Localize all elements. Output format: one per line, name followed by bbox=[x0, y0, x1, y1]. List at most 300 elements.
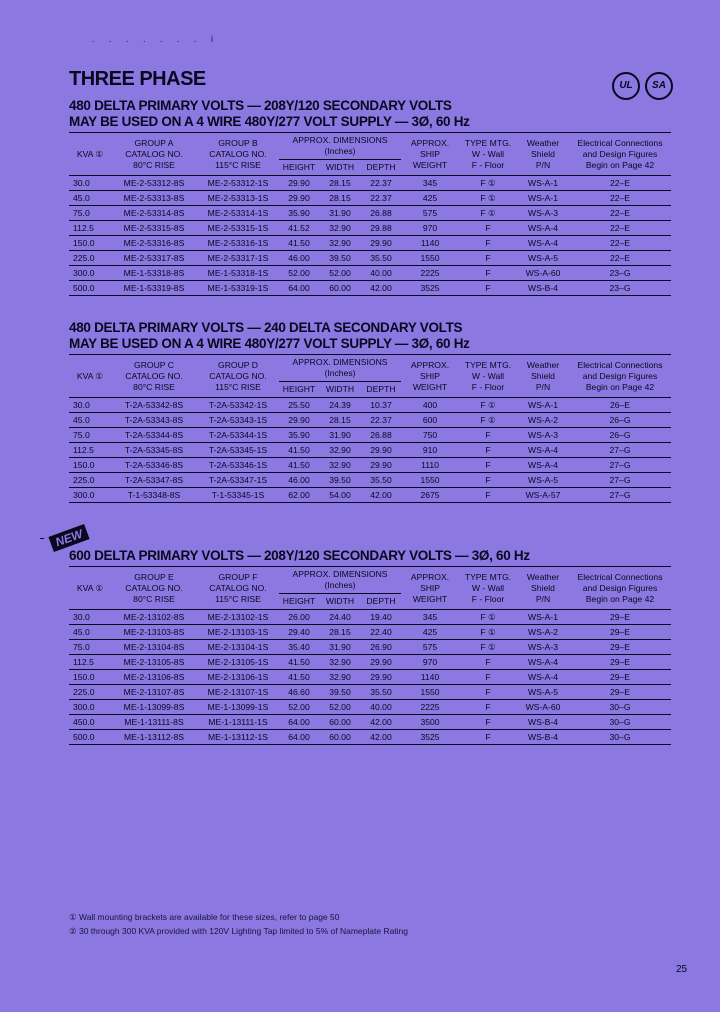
table-cell: 32.90 bbox=[319, 655, 361, 670]
table-cell: 29.90 bbox=[279, 413, 319, 428]
table-cell: WS-A-1 bbox=[517, 398, 569, 413]
table-cell: 26.00 bbox=[279, 610, 319, 625]
col-dimensions: APPROX. DIMENSIONS (Inches) bbox=[279, 355, 401, 382]
table-cell: 32.90 bbox=[319, 443, 361, 458]
table-cell: F bbox=[459, 443, 517, 458]
col-kva: KVA ① bbox=[69, 567, 111, 610]
table-cell: 31.90 bbox=[319, 640, 361, 655]
col-group-b: GROUP D CATALOG NO. 115°C RISE bbox=[197, 355, 279, 398]
col-group-b: GROUP F CATALOG NO. 115°C RISE bbox=[197, 567, 279, 610]
col-ship-weight: APPROX. SHIP WEIGHT bbox=[401, 133, 459, 176]
col-weather-shield: Weather Shield P/N bbox=[517, 355, 569, 398]
col-mount-type: TYPE MTG. W - Wall F - Floor bbox=[459, 133, 517, 176]
spec-table bbox=[69, 354, 671, 503]
table-cell: WS-B-4 bbox=[517, 730, 569, 745]
table-cell: T-2A-53347-8S bbox=[111, 473, 197, 488]
table-cell: 22.37 bbox=[361, 413, 401, 428]
top-marks: . . . . . . . i bbox=[92, 34, 220, 44]
table-cell: F ① bbox=[459, 191, 517, 206]
table-cell: 42.00 bbox=[361, 730, 401, 745]
table-cell: WS-A-4 bbox=[517, 443, 569, 458]
table-cell: 30.0 bbox=[69, 176, 111, 191]
col-width: WIDTH bbox=[319, 594, 361, 610]
table-cell: T-2A-53342-1S bbox=[197, 398, 279, 413]
table-cell: F bbox=[459, 221, 517, 236]
table-cell: T-2A-53344-8S bbox=[111, 428, 197, 443]
section-title-line1: 480 DELTA PRIMARY VOLTS — 208Y/120 SECONDARY VOLTS bbox=[69, 98, 452, 113]
table-cell: 29.90 bbox=[279, 191, 319, 206]
col-kva: KVA ① bbox=[69, 355, 111, 398]
table-cell: 400 bbox=[401, 398, 459, 413]
table-cell: 29–E bbox=[569, 670, 671, 685]
table-cell: 42.00 bbox=[361, 715, 401, 730]
csa-logo: SA bbox=[645, 72, 673, 100]
table-cell: 150.0 bbox=[69, 458, 111, 473]
table-cell: 42.00 bbox=[361, 281, 401, 296]
table-cell: WS-A-4 bbox=[517, 670, 569, 685]
table-cell: F ① bbox=[459, 610, 517, 625]
table-row bbox=[69, 730, 671, 745]
table-cell: ME-1-13111-1S bbox=[197, 715, 279, 730]
table-cell: 35.90 bbox=[279, 428, 319, 443]
table-cell: 10.37 bbox=[361, 398, 401, 413]
table-cell: 30.0 bbox=[69, 398, 111, 413]
table-cell: 45.0 bbox=[69, 191, 111, 206]
table-cell: ME-2-53316-1S bbox=[197, 236, 279, 251]
table-cell: ME-1-13111-8S bbox=[111, 715, 197, 730]
table-cell: 32.90 bbox=[319, 236, 361, 251]
section-480-240-delta bbox=[69, 320, 671, 503]
table-cell: 750 bbox=[401, 428, 459, 443]
table-cell: F ① bbox=[459, 398, 517, 413]
table-cell: ME-2-13102-8S bbox=[111, 610, 197, 625]
table-cell: ME-2-53315-1S bbox=[197, 221, 279, 236]
table-cell: 22–E bbox=[569, 236, 671, 251]
table-cell: 150.0 bbox=[69, 670, 111, 685]
table-cell: WS-A-57 bbox=[517, 488, 569, 503]
table-row bbox=[69, 488, 671, 503]
table-cell: 28.15 bbox=[319, 191, 361, 206]
col-electrical: Electrical Connections and Design Figures Begin on Page 42 bbox=[569, 567, 671, 610]
col-depth: DEPTH bbox=[361, 160, 401, 176]
table-cell: WS-A-5 bbox=[517, 251, 569, 266]
table-cell: 225.0 bbox=[69, 685, 111, 700]
table-cell: 29.90 bbox=[361, 655, 401, 670]
table-cell: 910 bbox=[401, 443, 459, 458]
table-cell: 41.50 bbox=[279, 458, 319, 473]
table-cell: 23–G bbox=[569, 281, 671, 296]
table-cell: F bbox=[459, 655, 517, 670]
col-ship-weight: APPROX. SHIP WEIGHT bbox=[401, 355, 459, 398]
table-cell: F bbox=[459, 730, 517, 745]
margin-mark bbox=[40, 538, 44, 539]
table-cell: 30.0 bbox=[69, 610, 111, 625]
table-row bbox=[69, 176, 671, 191]
table-cell: F bbox=[459, 488, 517, 503]
table-cell: 46.60 bbox=[279, 685, 319, 700]
table-cell: F ① bbox=[459, 640, 517, 655]
table-cell: 35.50 bbox=[361, 685, 401, 700]
col-width: WIDTH bbox=[319, 160, 361, 176]
section-title-line1: 600 DELTA PRIMARY VOLTS — 208Y/120 SECONDARY VOLTS — 3Ø, 60 Hz bbox=[69, 548, 530, 563]
table-cell: 450.0 bbox=[69, 715, 111, 730]
table-cell: 32.90 bbox=[319, 458, 361, 473]
table-cell: T-2A-53344-1S bbox=[197, 428, 279, 443]
table-cell: ME-2-53312-8S bbox=[111, 176, 197, 191]
table-cell: 41.50 bbox=[279, 655, 319, 670]
table-cell: 41.50 bbox=[279, 670, 319, 685]
table-cell: ME-2-13103-8S bbox=[111, 625, 197, 640]
table-cell: 112.5 bbox=[69, 443, 111, 458]
table-cell: 29.90 bbox=[279, 176, 319, 191]
table-cell: 970 bbox=[401, 221, 459, 236]
table-cell: F bbox=[459, 236, 517, 251]
table-cell: T-2A-53345-1S bbox=[197, 443, 279, 458]
table-cell: ME-2-53314-1S bbox=[197, 206, 279, 221]
table-cell: 300.0 bbox=[69, 700, 111, 715]
table-cell: 28.15 bbox=[319, 413, 361, 428]
table-cell: 22–E bbox=[569, 176, 671, 191]
table-cell: F bbox=[459, 685, 517, 700]
table-cell: ME-1-53318-8S bbox=[111, 266, 197, 281]
table-cell: 40.00 bbox=[361, 266, 401, 281]
table-cell: ME-2-53315-8S bbox=[111, 221, 197, 236]
table-cell: 35.50 bbox=[361, 473, 401, 488]
table-cell: 27–G bbox=[569, 488, 671, 503]
table-cell: 29.90 bbox=[361, 458, 401, 473]
col-electrical: Electrical Connections and Design Figures Begin on Page 42 bbox=[569, 355, 671, 398]
table-cell: 32.90 bbox=[319, 221, 361, 236]
table-cell: WS-A-60 bbox=[517, 700, 569, 715]
table-cell: 35.40 bbox=[279, 640, 319, 655]
table-cell: 60.00 bbox=[319, 730, 361, 745]
table-cell: 32.90 bbox=[319, 670, 361, 685]
table-cell: 52.00 bbox=[319, 266, 361, 281]
table-cell: 26–E bbox=[569, 398, 671, 413]
table-cell: ME-2-53314-8S bbox=[111, 206, 197, 221]
table-cell: F bbox=[459, 428, 517, 443]
table-cell: F ① bbox=[459, 625, 517, 640]
table-cell: F bbox=[459, 715, 517, 730]
table-cell: ME-2-53316-8S bbox=[111, 236, 197, 251]
col-group-a: GROUP A CATALOG NO. 80°C RISE bbox=[111, 133, 197, 176]
table-cell: 29–E bbox=[569, 625, 671, 640]
table-cell: 27–G bbox=[569, 443, 671, 458]
table-cell: 1550 bbox=[401, 473, 459, 488]
table-cell: ME-2-13103-1S bbox=[197, 625, 279, 640]
table-cell: 1550 bbox=[401, 251, 459, 266]
table-cell: 27–G bbox=[569, 458, 671, 473]
table-cell: WS-A-5 bbox=[517, 473, 569, 488]
table-cell: ME-1-53319-8S bbox=[111, 281, 197, 296]
table-cell: WS-A-3 bbox=[517, 206, 569, 221]
table-cell: 46.00 bbox=[279, 473, 319, 488]
spec-table bbox=[69, 132, 671, 296]
table-cell: 31.90 bbox=[319, 206, 361, 221]
col-height: HEIGHT bbox=[279, 382, 319, 398]
table-cell: WS-A-5 bbox=[517, 685, 569, 700]
table-cell: WS-A-4 bbox=[517, 221, 569, 236]
table-cell: ME-1-53318-1S bbox=[197, 266, 279, 281]
table-cell: 28.15 bbox=[319, 625, 361, 640]
table-cell: WS-A-2 bbox=[517, 625, 569, 640]
table-cell: 39.50 bbox=[319, 473, 361, 488]
table-row bbox=[69, 398, 671, 413]
table-cell: WS-B-4 bbox=[517, 281, 569, 296]
table-cell: 75.0 bbox=[69, 428, 111, 443]
table-cell: 425 bbox=[401, 625, 459, 640]
table-cell: 29.40 bbox=[279, 625, 319, 640]
table-cell: ME-2-13107-8S bbox=[111, 685, 197, 700]
table-row bbox=[69, 428, 671, 443]
table-cell: T-2A-53342-8S bbox=[111, 398, 197, 413]
table-row bbox=[69, 206, 671, 221]
footnote-1: ① Wall mounting brackets are available for these sizes, refer to page 50 bbox=[69, 912, 340, 922]
table-cell: 26–G bbox=[569, 428, 671, 443]
table-row bbox=[69, 670, 671, 685]
table-cell: 52.00 bbox=[279, 266, 319, 281]
table-cell: 64.00 bbox=[279, 715, 319, 730]
table-cell: 575 bbox=[401, 206, 459, 221]
table-cell: F bbox=[459, 700, 517, 715]
table-cell: T-2A-53343-1S bbox=[197, 413, 279, 428]
table-cell: WS-A-1 bbox=[517, 191, 569, 206]
table-cell: 3525 bbox=[401, 730, 459, 745]
table-cell: 52.00 bbox=[279, 700, 319, 715]
table-cell: 75.0 bbox=[69, 640, 111, 655]
table-cell: 24.39 bbox=[319, 398, 361, 413]
table-cell: 29.90 bbox=[361, 236, 401, 251]
table-cell: F bbox=[459, 670, 517, 685]
table-cell: 425 bbox=[401, 191, 459, 206]
table-cell: 22.40 bbox=[361, 625, 401, 640]
table-cell: 22–E bbox=[569, 206, 671, 221]
table-cell: 345 bbox=[401, 176, 459, 191]
table-cell: F bbox=[459, 266, 517, 281]
table-cell: 28.15 bbox=[319, 176, 361, 191]
table-cell: T-1-53348-8S bbox=[111, 488, 197, 503]
col-electrical: Electrical Connections and Design Figures Begin on Page 42 bbox=[569, 133, 671, 176]
table-row bbox=[69, 236, 671, 251]
table-cell: WS-A-60 bbox=[517, 266, 569, 281]
col-dimensions: APPROX. DIMENSIONS (Inches) bbox=[279, 567, 401, 594]
table-cell: 1110 bbox=[401, 458, 459, 473]
table-cell: T-1-53345-1S bbox=[197, 488, 279, 503]
table-cell: ME-2-13104-1S bbox=[197, 640, 279, 655]
table-cell: 25.50 bbox=[279, 398, 319, 413]
col-dimensions: APPROX. DIMENSIONS (Inches) bbox=[279, 133, 401, 160]
table-cell: F ① bbox=[459, 176, 517, 191]
table-cell: 225.0 bbox=[69, 473, 111, 488]
table-cell: 39.50 bbox=[319, 251, 361, 266]
table-cell: 30–G bbox=[569, 730, 671, 745]
table-cell: 30–G bbox=[569, 700, 671, 715]
col-height: HEIGHT bbox=[279, 160, 319, 176]
table-cell: ME-2-13102-1S bbox=[197, 610, 279, 625]
table-row bbox=[69, 266, 671, 281]
table-cell: WS-A-4 bbox=[517, 458, 569, 473]
table-cell: ME-1-13112-8S bbox=[111, 730, 197, 745]
table-cell: 60.00 bbox=[319, 715, 361, 730]
table-cell: WS-A-2 bbox=[517, 413, 569, 428]
section-title-line1: 480 DELTA PRIMARY VOLTS — 240 DELTA SECONDARY VOLTS bbox=[69, 320, 463, 335]
table-cell: ME-1-13099-8S bbox=[111, 700, 197, 715]
table-cell: 41.52 bbox=[279, 221, 319, 236]
table-row bbox=[69, 700, 671, 715]
table-cell: 26.88 bbox=[361, 206, 401, 221]
table-cell: 300.0 bbox=[69, 266, 111, 281]
table-cell: ME-2-13107-1S bbox=[197, 685, 279, 700]
table-cell: 22.37 bbox=[361, 176, 401, 191]
table-cell: 2225 bbox=[401, 700, 459, 715]
table-cell: 45.0 bbox=[69, 413, 111, 428]
table-row bbox=[69, 473, 671, 488]
col-height: HEIGHT bbox=[279, 594, 319, 610]
table-row bbox=[69, 640, 671, 655]
table-row bbox=[69, 281, 671, 296]
table-cell: F ① bbox=[459, 206, 517, 221]
table-cell: WS-A-1 bbox=[517, 176, 569, 191]
col-weather-shield: Weather Shield P/N bbox=[517, 567, 569, 610]
table-cell: 970 bbox=[401, 655, 459, 670]
table-cell: 22–E bbox=[569, 251, 671, 266]
table-cell: 29.88 bbox=[361, 221, 401, 236]
table-cell: 1550 bbox=[401, 685, 459, 700]
table-cell: 75.0 bbox=[69, 206, 111, 221]
table-cell: 500.0 bbox=[69, 730, 111, 745]
table-cell: 225.0 bbox=[69, 251, 111, 266]
table-cell: 29–E bbox=[569, 685, 671, 700]
table-cell: 112.5 bbox=[69, 221, 111, 236]
table-cell: 500.0 bbox=[69, 281, 111, 296]
table-cell: 29–E bbox=[569, 655, 671, 670]
table-cell: 345 bbox=[401, 610, 459, 625]
table-cell: 64.00 bbox=[279, 281, 319, 296]
table-row bbox=[69, 715, 671, 730]
table-row bbox=[69, 610, 671, 625]
col-mount-type: TYPE MTG. W - Wall F - Floor bbox=[459, 567, 517, 610]
table-cell: 29.90 bbox=[361, 443, 401, 458]
table-cell: 24.40 bbox=[319, 610, 361, 625]
table-cell: F ① bbox=[459, 413, 517, 428]
table-cell: 31.90 bbox=[319, 428, 361, 443]
table-cell: 1140 bbox=[401, 670, 459, 685]
table-cell: ME-1-13112-1S bbox=[197, 730, 279, 745]
col-group-a: GROUP C CATALOG NO. 80°C RISE bbox=[111, 355, 197, 398]
table-row bbox=[69, 191, 671, 206]
table-cell: 22.37 bbox=[361, 191, 401, 206]
table-cell: WS-A-1 bbox=[517, 610, 569, 625]
section-480-208y bbox=[69, 98, 671, 296]
table-cell: 45.0 bbox=[69, 625, 111, 640]
col-ship-weight: APPROX. SHIP WEIGHT bbox=[401, 567, 459, 610]
table-cell: 30–G bbox=[569, 715, 671, 730]
table-row bbox=[69, 685, 671, 700]
table-cell: 52.00 bbox=[319, 700, 361, 715]
table-cell: T-2A-53346-1S bbox=[197, 458, 279, 473]
table-cell: T-2A-53345-8S bbox=[111, 443, 197, 458]
table-cell: ME-2-53313-1S bbox=[197, 191, 279, 206]
table-cell: ME-2-53317-1S bbox=[197, 251, 279, 266]
table-cell: 60.00 bbox=[319, 281, 361, 296]
section-title-line2: MAY BE USED ON A 4 WIRE 480Y/277 VOLT SUPPLY — 3Ø, 60 Hz bbox=[69, 114, 470, 129]
table-cell: ME-2-13105-1S bbox=[197, 655, 279, 670]
page-title: THREE PHASE bbox=[69, 68, 206, 90]
section-600-208y bbox=[69, 548, 671, 745]
table-cell: F bbox=[459, 473, 517, 488]
table-cell: 64.00 bbox=[279, 730, 319, 745]
table-cell: 42.00 bbox=[361, 488, 401, 503]
section-title-line2: MAY BE USED ON A 4 WIRE 480Y/277 VOLT SUPPLY — 3Ø, 60 Hz bbox=[69, 336, 470, 351]
table-cell: 150.0 bbox=[69, 236, 111, 251]
ul-logo: UL bbox=[612, 72, 640, 100]
table-cell: 46.00 bbox=[279, 251, 319, 266]
table-cell: 2225 bbox=[401, 266, 459, 281]
table-cell: 26.90 bbox=[361, 640, 401, 655]
spec-table bbox=[69, 566, 671, 745]
col-mount-type: TYPE MTG. W - Wall F - Floor bbox=[459, 355, 517, 398]
col-depth: DEPTH bbox=[361, 382, 401, 398]
table-row bbox=[69, 251, 671, 266]
table-cell: 41.50 bbox=[279, 443, 319, 458]
table-cell: WS-A-3 bbox=[517, 428, 569, 443]
col-width: WIDTH bbox=[319, 382, 361, 398]
table-cell: 27–G bbox=[569, 473, 671, 488]
footnote-2: ② 30 through 300 KVA provided with 120V Lighting Tap limited to 5% of Nameplate Rating bbox=[69, 926, 409, 936]
table-cell: ME-2-13105-8S bbox=[111, 655, 197, 670]
table-cell: 19.40 bbox=[361, 610, 401, 625]
table-cell: ME-2-13104-8S bbox=[111, 640, 197, 655]
table-cell: 29–E bbox=[569, 640, 671, 655]
table-cell: 600 bbox=[401, 413, 459, 428]
table-cell: 1140 bbox=[401, 236, 459, 251]
table-row bbox=[69, 443, 671, 458]
table-cell: T-2A-53346-8S bbox=[111, 458, 197, 473]
table-cell: WS-B-4 bbox=[517, 715, 569, 730]
table-row bbox=[69, 655, 671, 670]
table-cell: 40.00 bbox=[361, 700, 401, 715]
col-weather-shield: Weather Shield P/N bbox=[517, 133, 569, 176]
col-group-a: GROUP E CATALOG NO. 80°C RISE bbox=[111, 567, 197, 610]
table-cell: F bbox=[459, 251, 517, 266]
table-cell: 112.5 bbox=[69, 655, 111, 670]
table-cell: ME-2-53312-1S bbox=[197, 176, 279, 191]
table-cell: 54.00 bbox=[319, 488, 361, 503]
table-cell: ME-2-13106-8S bbox=[111, 670, 197, 685]
table-row bbox=[69, 458, 671, 473]
col-kva: KVA ① bbox=[69, 133, 111, 176]
page-number: 25 bbox=[676, 964, 688, 975]
table-cell: 2675 bbox=[401, 488, 459, 503]
table-cell: 300.0 bbox=[69, 488, 111, 503]
table-cell: 22–E bbox=[569, 191, 671, 206]
table-cell: 3525 bbox=[401, 281, 459, 296]
table-cell: 35.50 bbox=[361, 251, 401, 266]
table-row bbox=[69, 221, 671, 236]
table-cell: F bbox=[459, 281, 517, 296]
table-cell: T-2A-53347-1S bbox=[197, 473, 279, 488]
table-cell: 29.90 bbox=[361, 670, 401, 685]
table-cell: ME-2-53313-8S bbox=[111, 191, 197, 206]
col-group-b: GROUP B CATALOG NO. 115°C RISE bbox=[197, 133, 279, 176]
table-cell: 575 bbox=[401, 640, 459, 655]
table-cell: WS-A-4 bbox=[517, 236, 569, 251]
table-cell: 22–E bbox=[569, 221, 671, 236]
table-cell: ME-2-13106-1S bbox=[197, 670, 279, 685]
table-cell: 26.88 bbox=[361, 428, 401, 443]
table-cell: 26–G bbox=[569, 413, 671, 428]
table-row bbox=[69, 625, 671, 640]
